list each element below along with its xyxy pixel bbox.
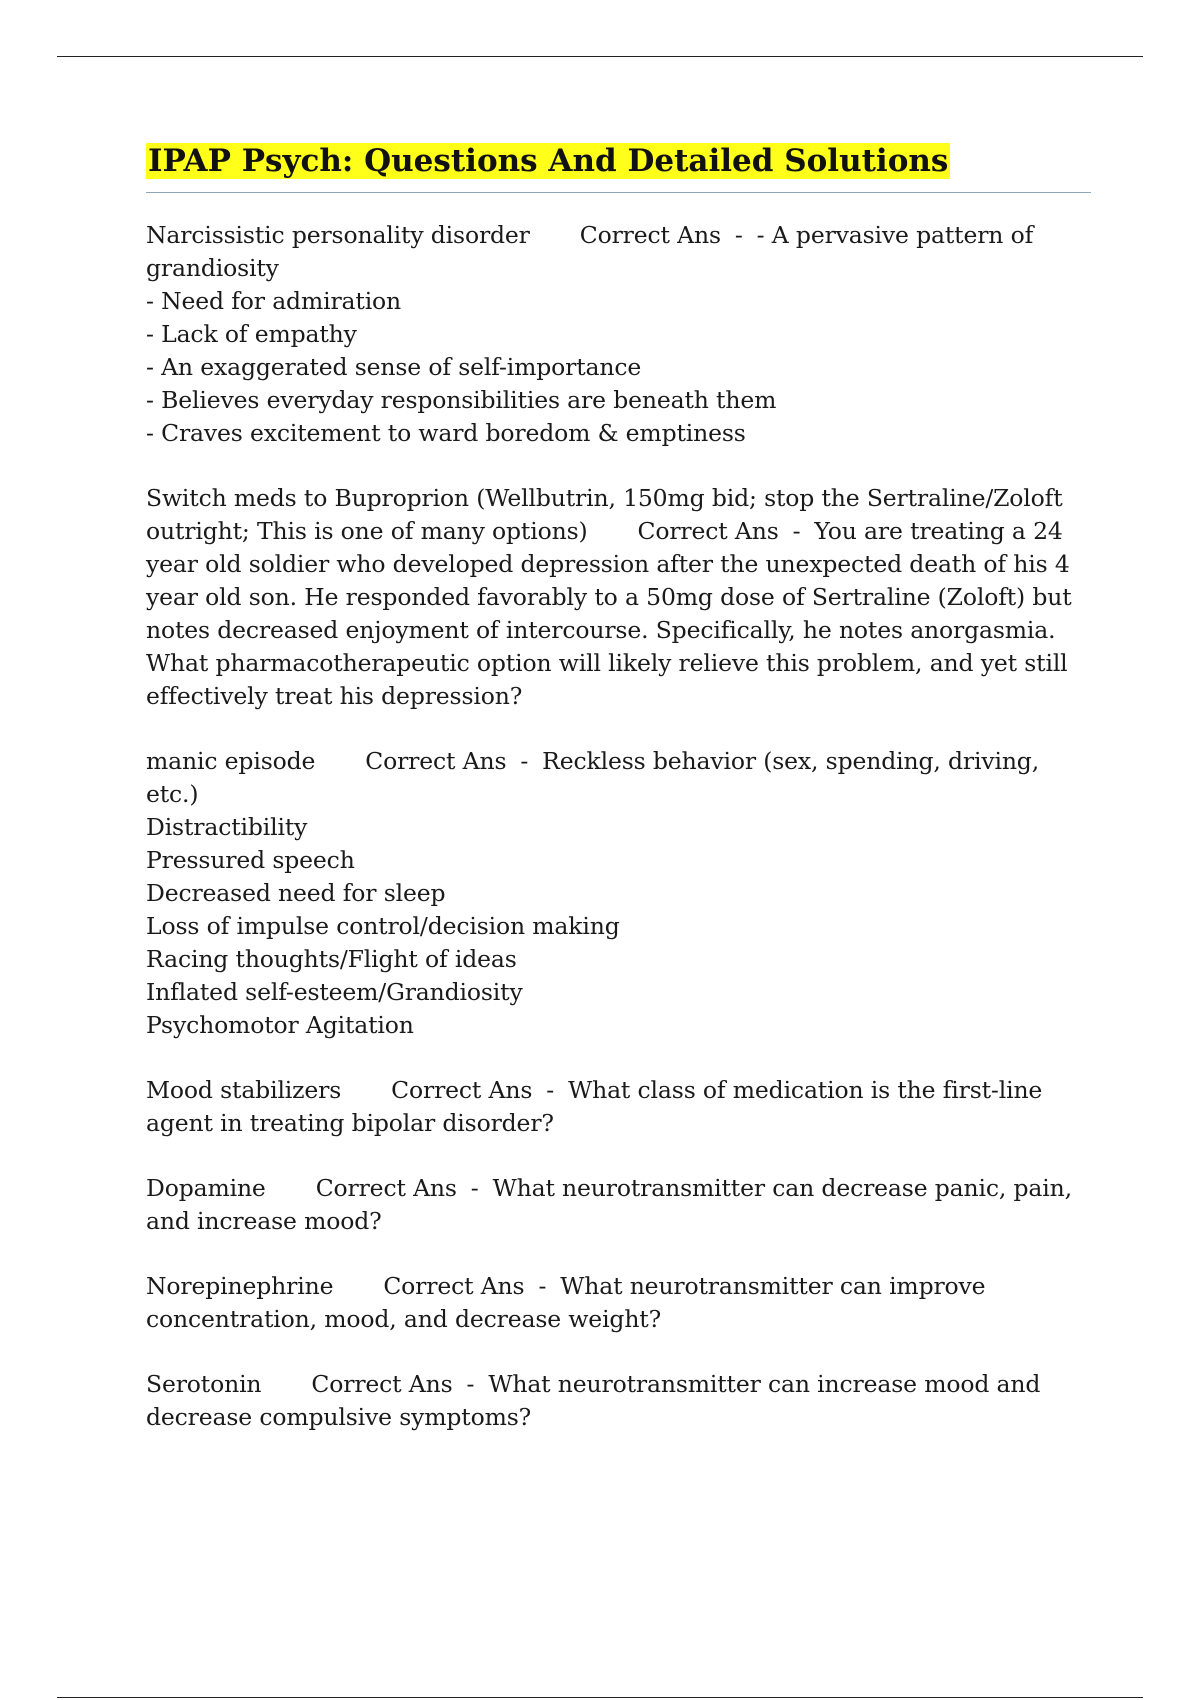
qa-item [146,482,1091,713]
qa-first-line [146,1368,1091,1434]
qa-first-line [146,482,1091,713]
qa-answer: Reckless behavior (sex, spending, driving, etc.) [146,747,1040,808]
correct-ans-label: Correct Ans [315,1174,457,1202]
correct-ans-label: Correct Ans [579,221,721,249]
qa-term: Switch meds to Buproprion (Wellbutrin, 150mg bid; stop the Sertraline/Zoloft outright; This is one of many options) [146,484,1063,545]
qa-answer-line: - Need for admiration [146,287,402,315]
qa-answer-line: Psychomotor Agitation [146,1011,414,1039]
qa-answer: What class of medication is the first-line agent in treating bipolar disorder? [146,1076,1043,1137]
qa-answer-line: Loss of impulse control/decision making [146,912,620,940]
page-bottom-rule [57,1697,1143,1698]
correct-ans-label: Correct Ans [383,1272,525,1300]
correct-ans-label: Correct Ans [391,1076,533,1104]
qa-dash: - [734,221,743,249]
qa-item [146,1172,1091,1238]
qa-term: Dopamine [146,1174,266,1202]
qa-item [146,1270,1091,1336]
correct-ans-label: Correct Ans [311,1370,453,1398]
qa-dash: - [466,1370,475,1398]
document-title: IPAP Psych: Questions And Detailed Solutions [148,143,949,179]
qa-first-line [146,219,1091,285]
qa-answer: What neurotransmitter can decrease panic, pain, and increase mood? [146,1174,1072,1235]
qa-answer-line: Decreased need for sleep [146,879,446,907]
qa-answer-line: - Believes everyday responsibilities are beneath them [146,386,777,414]
qa-answer-line: - An exaggerated sense of self-importance [146,353,642,381]
qa-answer-line: - Craves excitement to ward boredom & emptiness [146,419,746,447]
qa-term: Norepinephrine [146,1272,334,1300]
qa-item [146,745,1091,1042]
title-block [146,138,1091,193]
qa-answer: You are treating a 24 year old soldier who developed depression after the unexpected death of his 4 year old son. He responded favorably to a 50mg dose of Sertraline (Zoloft) but notes decreased enjoyment of intercourse. Specifically, he notes anorgasmia. What pharmacotherapeutic option will likely relieve this problem, and yet still effectively treat his depression? [146,517,1072,710]
qa-answer-line: Distractibility [146,813,308,841]
qa-answer-line: Inflated self-esteem/Grandiosity [146,978,523,1006]
qa-dash: - [546,1076,555,1104]
qa-list [146,219,1091,1434]
qa-answer-line: - Lack of empathy [146,320,357,348]
qa-answer-line: Pressured speech [146,846,355,874]
qa-term: Serotonin [146,1370,262,1398]
qa-first-line [146,1074,1091,1140]
correct-ans-label: Correct Ans [637,517,779,545]
qa-first-line [146,1172,1091,1238]
qa-answer: - A pervasive pattern of grandiosity [146,221,1034,282]
page-top-rule [57,56,1143,57]
qa-item [146,219,1091,450]
qa-dash: - [792,517,801,545]
qa-answer-line: Racing thoughts/Flight of ideas [146,945,517,973]
qa-term: Narcissistic personality disorder [146,221,530,249]
qa-dash: - [470,1174,479,1202]
qa-term: Mood stabilizers [146,1076,342,1104]
qa-term: manic episode [146,747,316,775]
qa-item [146,1074,1091,1140]
correct-ans-label: Correct Ans [365,747,507,775]
qa-dash: - [520,747,529,775]
document-body [146,138,1091,1466]
qa-answer: What neurotransmitter can improve concentration, mood, and decrease weight? [146,1272,986,1333]
qa-dash: - [538,1272,547,1300]
qa-answer: What neurotransmitter can increase mood and decrease compulsive symptoms? [146,1370,1041,1431]
qa-first-line [146,745,1091,811]
qa-first-line [146,1270,1091,1336]
qa-item [146,1368,1091,1434]
